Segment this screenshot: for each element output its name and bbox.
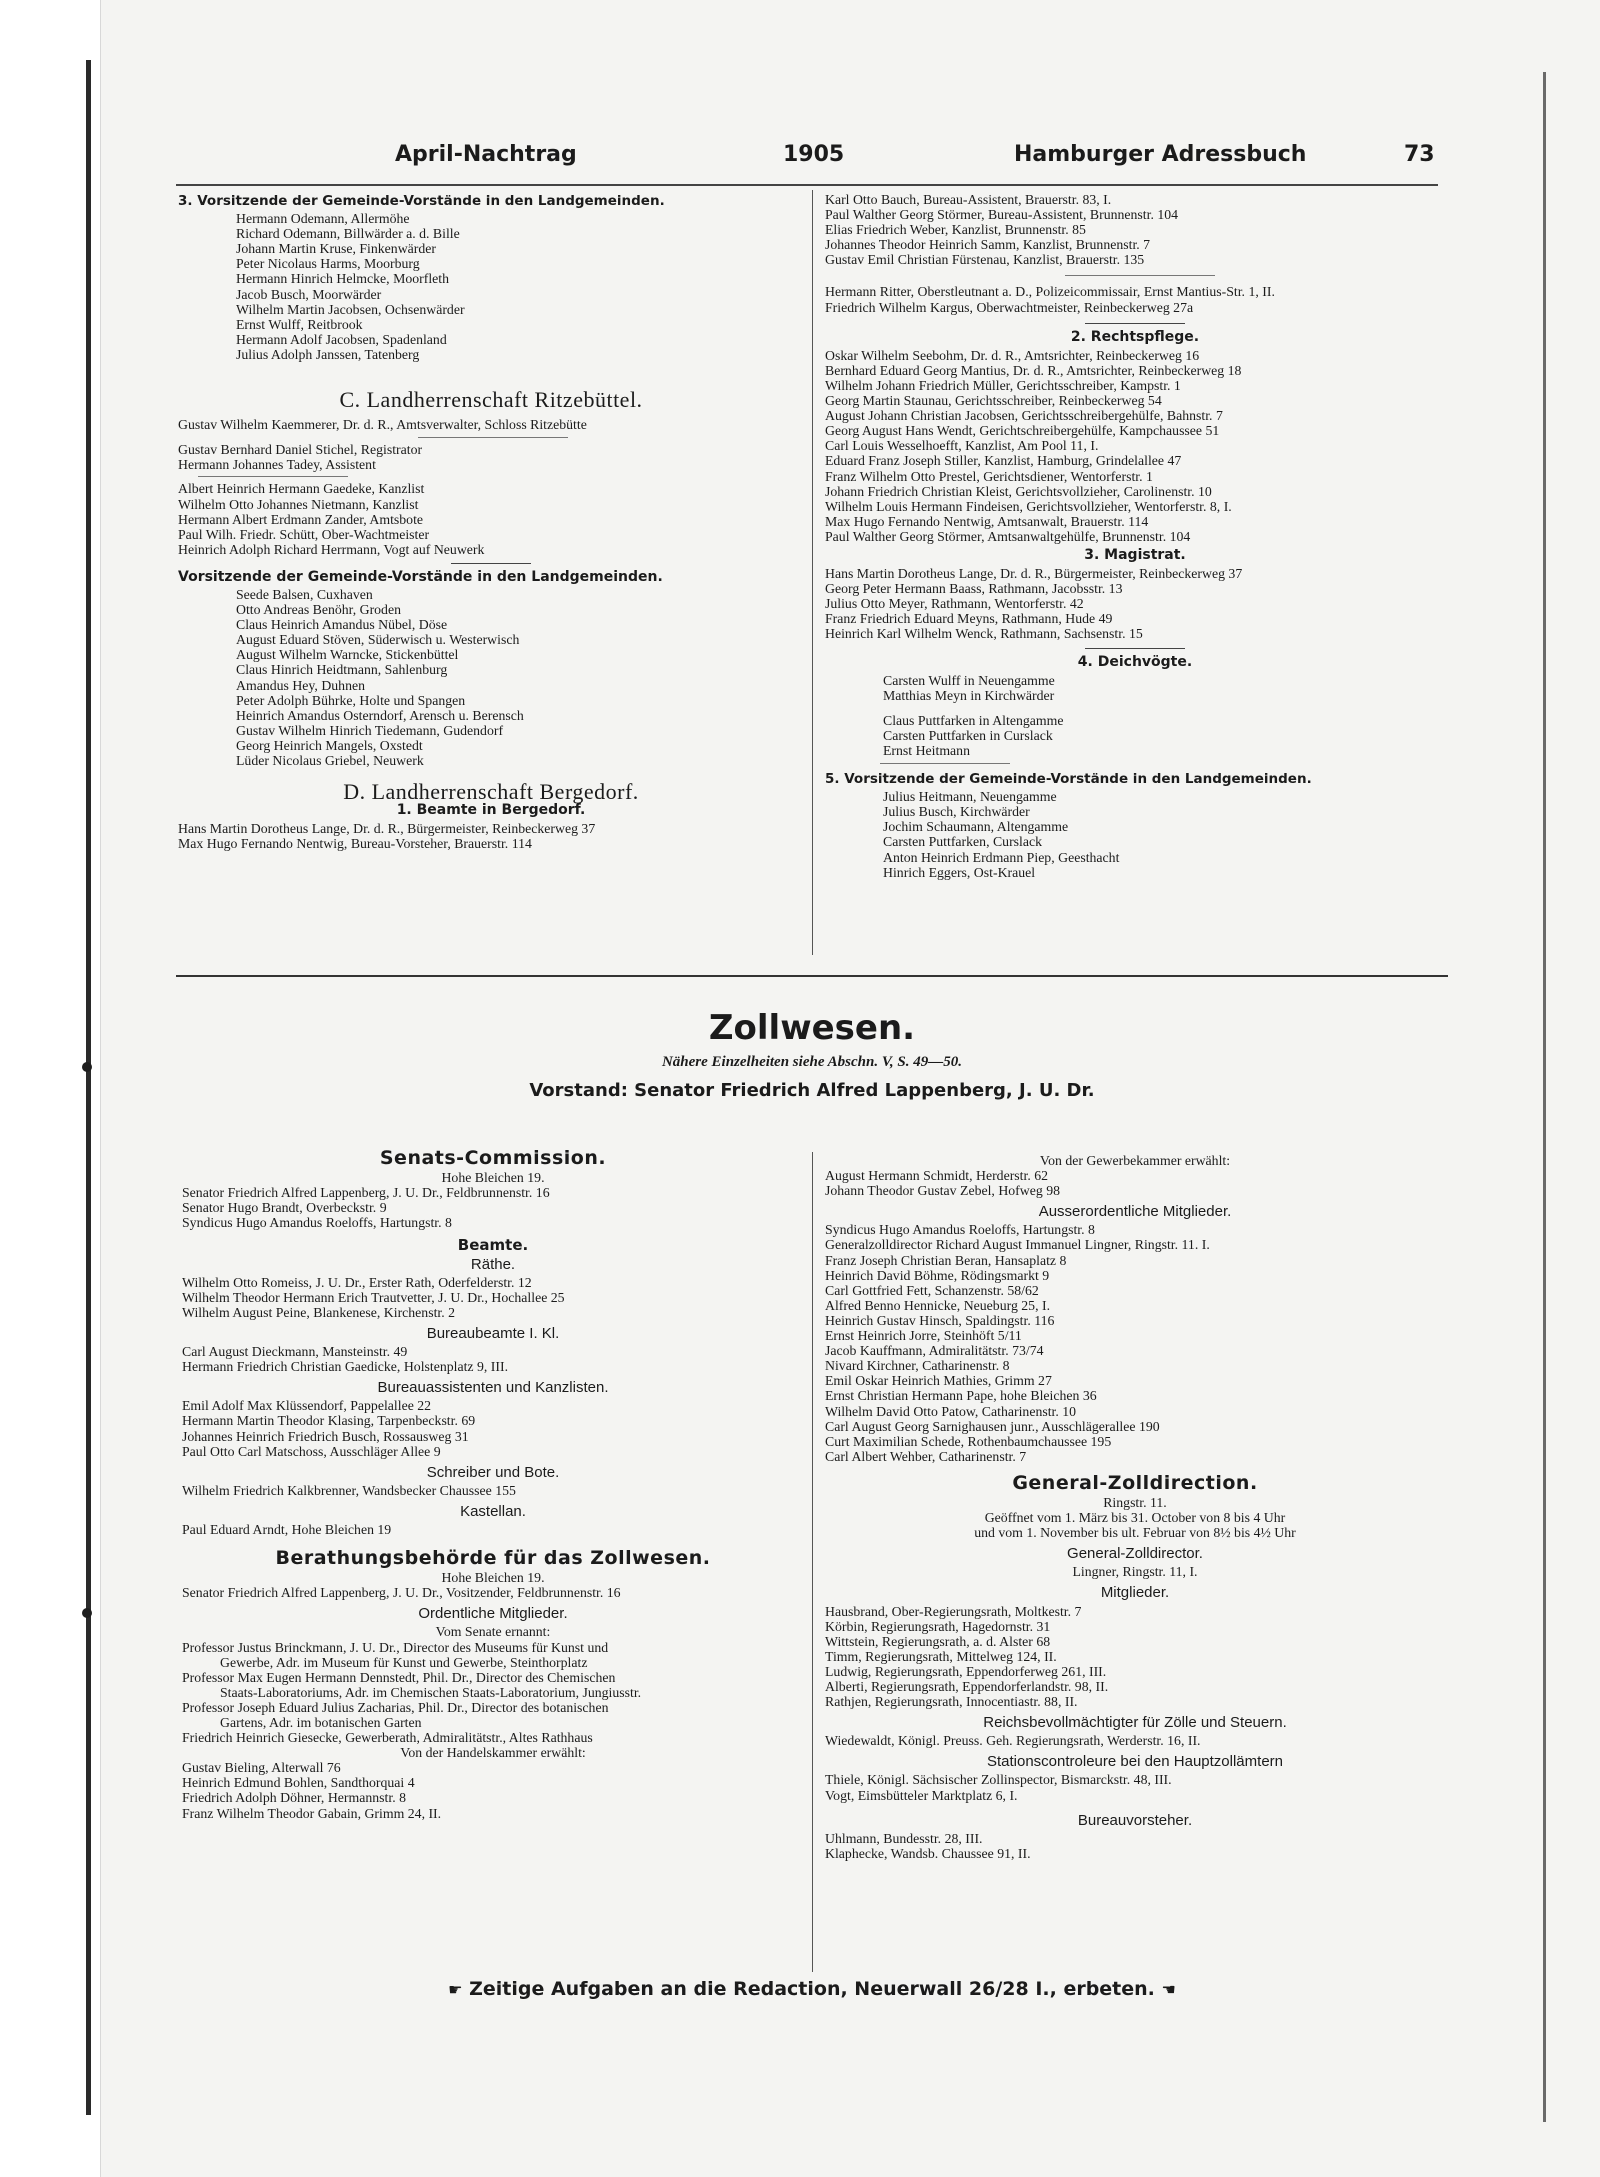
list-item: August Johann Christian Jacobsen, Gerichtsschreibergehülfe, Bahnstr. 7 [825, 408, 1223, 424]
opening-hours: Geöffnet vom 1. März bis 31. October von 8 bis 4 Uhr [984, 1510, 1286, 1526]
subheading-handelskammer: Von der Handelskammer erwählt: [400, 1745, 586, 1761]
list-item: Emil Adolf Max Klüssendorf, Pappelallee 22 [182, 1398, 432, 1414]
list-deichvoegte [825, 673, 1445, 758]
binding-hole [82, 1062, 92, 1072]
heading-stationscontroleure: Stationscontroleure bei den Hauptzollämtern [986, 1753, 1283, 1771]
header-page-number: 73 [1404, 142, 1435, 167]
opening-hours: und vom 1. November bis ult. Februar von 8½ bis 4½ Uhr [974, 1525, 1296, 1541]
heading-general-zolldirection: General-Zolldirection. [1012, 1471, 1258, 1494]
binding-hole [82, 1608, 92, 1618]
list-item: Hans Martin Dorotheus Lange, Dr. d. R., Bürgermeister, Reinbeckerweg 37 [178, 821, 596, 837]
list-item: Claus Puttfarken in Altengamme [883, 712, 1064, 728]
subheading-gewerbekammer: Von der Gewerbekammer erwählt: [1039, 1153, 1231, 1168]
binding-rule [86, 60, 91, 2115]
list-item: Georg Peter Hermann Baass, Rathmann, Jacobsstr. 13 [825, 581, 1123, 597]
list-item: Klaphecke, Wandsb. Chaussee 91, II. [825, 1845, 1031, 1861]
zollwesen-subtitle: Nähere Einzelheiten siehe Abschn. V, S. 49—50. [661, 1054, 963, 1070]
heading-rechtspflege: 2. Rechtspflege. [1070, 328, 1200, 345]
list-item: Hermann Johannes Tadey, Assistent [178, 457, 376, 473]
list-item: Jochim Schaumann, Altengamme [883, 819, 1069, 835]
list-item: Paul Wilh. Friedr. Schütt, Ober-Wachtmeister [178, 526, 430, 542]
heading-deichvoegte: 4. Deichvögte. [1077, 653, 1193, 670]
list-item: Lüder Nicolaus Griebel, Neuwerk [236, 753, 424, 768]
list-item: Heinrich Amandus Osterndorf, Arensch u. Berensch [236, 707, 524, 723]
list-item: Johannes Heinrich Friedrich Busch, Rossausweg 31 [182, 1428, 469, 1444]
list-item-continued: Staats-Laboratoriums, Adr. im Chemischen Staats-Laboratorium, Jungiusstr. [220, 1684, 642, 1700]
heading-bureauassistenten: Bureauassistenten und Kanzlisten. [377, 1379, 609, 1397]
heading-senats-commission: Senats-Commission. [379, 1147, 607, 1169]
list-item: Curt Maximilian Schede, Rothenbaumchaussee 195 [825, 1433, 1112, 1449]
list-item-continued: Gartens, Adr. im botanischen Garten [220, 1715, 422, 1730]
list-item: Johann Friedrich Christian Kleist, Gerichtsvollzieher, Carolinenstr. 10 [825, 483, 1212, 499]
list-item: Hinrich Eggers, Ost-Krauel [883, 864, 1036, 880]
heading-kastellan: Kastellan. [460, 1502, 526, 1520]
divider [1085, 323, 1185, 324]
list-item: Paul Otto Carl Matschoss, Ausschläger Allee 9 [182, 1443, 441, 1459]
list-item: Julius Busch, Kirchwärder [883, 804, 1030, 820]
list-item: Professor Justus Brinckmann, J. U. Dr., Director des Museums für Kunst und [182, 1639, 609, 1655]
list-item: Wilhelm David Otto Patow, Catharinenstr. 10 [825, 1403, 1077, 1419]
top-left-column [178, 192, 804, 851]
list-item: Jacob Busch, Moorwärder [236, 286, 382, 302]
list-item: Franz Friedrich Eduard Meyns, Rathmann, Hude 49 [825, 611, 1113, 627]
heading-magistrat: 3. Magistrat. [1084, 546, 1186, 563]
divider [1085, 648, 1185, 649]
list-item: Georg August Hans Wendt, Gerichtschreibergehülfe, Kampchaussee 51 [825, 423, 1220, 439]
list-item: Jacob Kauffmann, Admiralitätstr. 73/74 [825, 1343, 1044, 1359]
list-item: Wiedewaldt, Königl. Preuss. Geh. Regierungsrath, Werderstr. 16, II. [825, 1733, 1201, 1749]
list-item: Carl Gottfried Fett, Schanzenstr. 58/62 [825, 1282, 1039, 1298]
list-item: Johann Martin Kruse, Finkenwärder [236, 241, 437, 257]
list-item: Julius Otto Meyer, Rathmann, Wentorferstr. 42 [825, 596, 1084, 612]
heading-mitglieder: Mitglieder. [1100, 1584, 1170, 1602]
list-item: Peter Nicolaus Harms, Moorburg [236, 256, 420, 272]
section-divider [176, 975, 1448, 977]
list-item: Thiele, Königl. Sächsischer Zollinspector, Bismarckstr. 48, III. [825, 1772, 1172, 1788]
address-line: Ringstr. 11. [1103, 1494, 1167, 1510]
list-item: Gustav Bernhard Daniel Stichel, Registrator [178, 442, 423, 458]
list-item: Generalzolldirector Richard August Immanuel Lingner, Ringstr. 11. I. [825, 1237, 1210, 1253]
heading-ordentliche-mitglieder: Ordentliche Mitglieder. [418, 1605, 568, 1623]
list-item: Hans Martin Dorotheus Lange, Dr. d. R., Bürgermeister, Reinbeckerweg 37 [825, 566, 1243, 582]
list-item: Paul Eduard Arndt, Hohe Bleichen 19 [182, 1521, 392, 1537]
divider [880, 763, 1010, 764]
list-item: Max Hugo Fernando Nentwig, Amtsanwalt, Brauerstr. 114 [825, 513, 1149, 529]
list-item: Friedrich Wilhelm Kargus, Oberwachtmeister, Reinbeckerweg 27a [825, 299, 1194, 315]
list-item: Vogt, Eimsbütteler Marktplatz 6, I. [825, 1787, 1018, 1803]
list-item: Anton Heinrich Erdmann Piep, Geesthacht [883, 849, 1120, 865]
top-right-column [825, 192, 1445, 880]
list-item: Carl Albert Wehber, Catharinenstr. 7 [825, 1448, 1027, 1464]
list-item: Senator Friedrich Alfred Lappenberg, J. U. Dr., Feldbrunnenstr. 16 [182, 1185, 550, 1201]
list-item: Johann Theodor Gustav Zebel, Hofweg 98 [825, 1183, 1061, 1199]
list-item: Georg Heinrich Mangels, Oxstedt [236, 737, 423, 753]
heading-bureaubeamte: Bureaubeamte I. Kl. [426, 1324, 560, 1342]
header-rule [176, 184, 1438, 186]
amtsverwalter-line: Gustav Wilhelm Kaemmerer, Dr. d. R., Amtsverwalter, Schloss Ritzebütte [178, 417, 587, 433]
list-item: Julius Heitmann, Neuengamme [883, 789, 1057, 805]
header-year: 1905 [783, 142, 845, 167]
list-item: Carl August Dieckmann, Mansteinstr. 49 [182, 1344, 408, 1360]
list-item: Karl Otto Bauch, Bureau-Assistent, Brauerstr. 83, I. [825, 192, 1112, 207]
list-item: Heinrich Edmund Bohlen, Sandthorquai 4 [182, 1775, 415, 1791]
list-item: Syndicus Hugo Amandus Roeloffs, Hartungstr. 8 [182, 1215, 452, 1231]
heading-ritzebuettel: C. Landherrenschaft Ritzebüttel. [339, 387, 643, 413]
list-item: Emil Oskar Heinrich Mathies, Grimm 27 [825, 1373, 1052, 1389]
list-item: Elias Friedrich Weber, Kanzlist, Brunnenstr. 85 [825, 222, 1086, 238]
list-item: Albert Heinrich Hermann Gaedeke, Kanzlist [178, 481, 425, 497]
header-book: Hamburger Adressbuch [1014, 142, 1307, 167]
heading-raethe: Räthe. [470, 1255, 516, 1273]
list-item: Gustav Bieling, Alterwall 76 [182, 1760, 341, 1776]
list-item: Seede Balsen, Cuxhaven [236, 586, 373, 602]
list-item: Professor Max Eugen Hermann Dennstedt, Phil. Dr., Director des Chemischen [182, 1669, 616, 1685]
list-item: Hermann Friedrich Christian Gaedicke, Holstenplatz 9, III. [182, 1359, 509, 1375]
list-item: Matthias Meyn in Kirchwärder [883, 687, 1055, 703]
list-item: Paul Walther Georg Störmer, Bureau-Assistent, Brunnenstr. 104 [825, 207, 1179, 223]
footer-notice [176, 1978, 1448, 2000]
list-gemeinde-vorstaende-3 [178, 211, 804, 362]
list-item: Franz Wilhelm Theodor Gabain, Grimm 24, II. [182, 1805, 442, 1821]
list-item: Heinrich Karl Wilhelm Wenck, Rathmann, Sachsenstr. 15 [825, 626, 1143, 642]
footer-text: Zeitige Aufgaben an die Redaction, Neuerwall 26/28 I., erbeten. [469, 1978, 1155, 2000]
list-item: Senator Hugo Brandt, Overbeckstr. 9 [182, 1200, 387, 1216]
list-item-continued: Gewerbe, Adr. im Museum für Kunst und Gewerbe, Steinthorplatz [220, 1654, 588, 1670]
list-gemeinde-vorstaende [178, 587, 804, 768]
divider [418, 437, 568, 438]
list-item: Wilhelm Otto Romeiss, J. U. Dr., Erster Rath, Oderfelderstr. 12 [182, 1274, 532, 1290]
zollwesen-title: Zollwesen. [708, 1008, 916, 1048]
list-item: Peter Adolph Bührke, Holte und Spangen [236, 692, 466, 708]
list-item: Paul Walther Georg Störmer, Amtsanwaltgehülfe, Brunnenstr. 104 [825, 528, 1191, 544]
list-item: Professor Joseph Eduard Julius Zacharias, Phil. Dr., Director des botanischen [182, 1699, 609, 1715]
list-item: Hermann Martin Theodor Klasing, Tarpenbeckstr. 69 [182, 1413, 476, 1429]
heading-gemeinde-vorstaende-3: 3. Vorsitzende der Gemeinde-Vorstände in den Landgemeinden. [178, 193, 665, 209]
list-item: Hermann Albert Erdmann Zander, Amtsbote [178, 511, 424, 527]
heading-berathungsbehoerde: Berathungsbehörde für das Zollwesen. [275, 1547, 711, 1570]
list-item: Gustav Emil Christian Fürstenau, Kanzlist, Brauerstr. 135 [825, 252, 1145, 268]
list-item: Wilhelm August Peine, Blankenese, Kirchenstr. 2 [182, 1304, 456, 1320]
heading-gemeinde-vorstaende: Vorsitzende der Gemeinde-Vorstände in den Landgemeinden. [178, 568, 663, 585]
pointing-hand-right-icon: ☛ [448, 1980, 463, 1999]
heading-reichsbevollmaechtigter: Reichsbevollmächtigter für Zölle und Steuern. [983, 1714, 1287, 1732]
heading-gemeinde-vorstaende-5: 5. Vorsitzende der Gemeinde-Vorstände in den Landgemeinden. [825, 771, 1312, 788]
address-line: Hohe Bleichen 19. [441, 1570, 545, 1586]
heading-bureauvorsteher: Bureauvorsteher. [1077, 1811, 1193, 1829]
list-item: Alberti, Regierungsrath, Eppendorferlandstr. 98, II. [825, 1679, 1109, 1694]
list-item: Heinrich Gustav Hinsch, Spaldingstr. 116 [825, 1312, 1055, 1328]
list-item: Johannes Theodor Heinrich Samm, Kanzlist, Brunnenstr. 7 [825, 237, 1151, 253]
list-item: Uhlmann, Bundesstr. 28, III. [825, 1830, 983, 1846]
heading-general-zolldirector: General-Zolldirector. [1067, 1545, 1203, 1563]
column-divider [812, 190, 813, 955]
list-gemeinde-vorstaende-5 [825, 789, 1445, 880]
list-item: Syndicus Hugo Amandus Roeloffs, Hartungstr. 8 [825, 1222, 1095, 1238]
page-edge [1543, 72, 1546, 2122]
pointing-hand-left-icon: ☚ [1161, 1980, 1176, 1999]
list-item: Ludwig, Regierungsrath, Eppendorferweg 261, III. [825, 1663, 1107, 1679]
list-item: Körbin, Regierungsrath, Hagedornstr. 31 [825, 1618, 1051, 1634]
list-item: Oskar Wilhelm Seebohm, Dr. d. R., Amtsrichter, Reinbeckerweg 16 [825, 347, 1200, 363]
list-item: Eduard Franz Joseph Stiller, Kanzlist, Hamburg, Grindelallee 47 [825, 453, 1182, 469]
list-item: Wilhelm Martin Jacobsen, Ochsenwärder [236, 301, 465, 317]
list-item: Friedrich Adolph Döhner, Hermannstr. 8 [182, 1790, 406, 1806]
list-item: Georg Martin Staunau, Gerichtsschreiber, Reinbeckerweg 54 [825, 393, 1162, 409]
list-item: Friedrich Heinrich Giesecke, Gewerberath, Admiralitätstr., Altes Rathhaus [182, 1730, 593, 1746]
bottom-left-column [182, 1145, 804, 1821]
list-item: Hermann Odemann, Allermöhe [236, 211, 410, 227]
page-header [180, 142, 1440, 172]
heading-beamte-bergedorf: 1. Beamte in Bergedorf. [396, 802, 586, 819]
subheading-vom-senate: Vom Senate ernannt: [435, 1624, 551, 1640]
divider [198, 476, 348, 477]
list-item: Hermann Ritter, Oberstleutnant a. D., Polizeicommissair, Ernst Mantius-Str. 1, II. [825, 284, 1275, 300]
list-item: Max Hugo Fernando Nentwig, Bureau-Vorsteher, Brauerstr. 114 [178, 836, 532, 852]
list-item: Julius Adolph Janssen, Tatenberg [236, 346, 420, 362]
header-section: April-Nachtrag [395, 142, 577, 167]
list-item: Wilhelm Otto Johannes Nietmann, Kanzlist [178, 496, 419, 512]
list-item: Bernhard Eduard Georg Mantius, Dr. d. R., Amtsrichter, Reinbeckerweg 18 [825, 362, 1242, 378]
divider [451, 563, 531, 564]
list-item: Ernst Wulff, Reitbrook [236, 316, 363, 332]
list-item: Claus Hinrich Heidtmann, Sahlenburg [236, 662, 448, 678]
heading-ausserordentliche-mitglieder: Ausserordentliche Mitglieder. [1038, 1203, 1232, 1221]
list-item: Wilhelm Louis Hermann Findeisen, Gerichtsvollzieher, Wentorferstr. 8, I. [825, 498, 1232, 514]
heading-bergedorf: D. Landherrenschaft Bergedorf. [343, 779, 639, 805]
list-item: Amandus Hey, Duhnen [236, 677, 366, 693]
divider [1065, 275, 1215, 276]
list-item: Otto Andreas Benöhr, Groden [236, 602, 401, 618]
zollwesen-vorstand: Vorstand: Senator Friedrich Alfred Lappenberg, J. U. Dr. [529, 1080, 1095, 1101]
list-item: Nivard Kirchner, Catharinenstr. 8 [825, 1358, 1010, 1374]
chair-line: Senator Friedrich Alfred Lappenberg, J. U. Dr., Vositzender, Feldbrunnenstr. 16 [182, 1585, 621, 1601]
list-item: August Eduard Stöven, Süderwisch u. Westerwisch [236, 632, 520, 648]
list-item: Carl August Georg Sarnighausen junr., Ausschlägerallee 190 [825, 1418, 1160, 1434]
list-item: Rathjen, Regierungsrath, Innocentiastr. 88, II. [825, 1694, 1078, 1710]
list-item: Carl Louis Wesselhoefft, Kanzlist, Am Pool 11, I. [825, 438, 1099, 454]
list-item: Ernst Heinrich Jorre, Steinhöft 5/11 [825, 1328, 1022, 1344]
list-item: Heinrich David Böhme, Rödingsmarkt 9 [825, 1267, 1050, 1283]
list-item: Wilhelm Johann Friedrich Müller, Gerichtsschreiber, Kampstr. 1 [825, 377, 1181, 393]
list-item: Lingner, Ringstr. 11, I. [1072, 1564, 1198, 1580]
column-divider [812, 1152, 813, 1972]
list-item: Claus Heinrich Amandus Nübel, Döse [236, 617, 448, 633]
list-item: Timm, Regierungsrath, Mittelweg 124, II. [825, 1648, 1057, 1664]
heading-beamte: Beamte. [457, 1236, 529, 1255]
list-item: Hermann Adolf Jacobsen, Spadenland [236, 331, 447, 347]
list-item: Gustav Wilhelm Hinrich Tiedemann, Gudendorf [236, 722, 504, 738]
list-item: Wilhelm Friedrich Kalkbrenner, Wandsbecker Chaussee 155 [182, 1482, 516, 1498]
list-item: Hermann Hinrich Helmcke, Moorfleth [236, 271, 450, 287]
address-line: Hohe Bleichen 19. [441, 1170, 545, 1186]
heading-schreiber: Schreiber und Bote. [426, 1463, 560, 1481]
list-item: Ernst Heitmann [883, 743, 970, 758]
bottom-right-column [825, 1153, 1445, 1861]
list-item: August Wilhelm Warncke, Stickenbüttel [236, 647, 459, 663]
list-item: August Hermann Schmidt, Herderstr. 62 [825, 1168, 1049, 1184]
list-item: Franz Wilhelm Otto Prestel, Gerichtsdiener, Wentorferstr. 1 [825, 468, 1153, 484]
list-item: Wittstein, Regierungsrath, a. d. Alster 68 [825, 1633, 1051, 1649]
list-item: Franz Joseph Christian Beran, Hansaplatz 8 [825, 1252, 1067, 1268]
list-item: Richard Odemann, Billwärder a. d. Bille [236, 226, 460, 242]
list-item: Heinrich Adolph Richard Herrmann, Vogt auf Neuwerk [178, 541, 485, 557]
list-item: Carsten Puttfarken, Curslack [883, 834, 1043, 850]
list-item: Carsten Puttfarken in Curslack [883, 727, 1053, 743]
list-item: Wilhelm Theodor Hermann Erich Trautvetter, J. U. Dr., Hochallee 25 [182, 1289, 565, 1305]
list-item: Hausbrand, Ober-Regierungsrath, Moltkestr. 7 [825, 1603, 1082, 1619]
list-item: Ernst Christian Hermann Pape, hohe Bleichen 36 [825, 1388, 1097, 1404]
list-item: Alfred Benno Hennicke, Neueburg 25, I. [825, 1297, 1051, 1313]
list-item: Carsten Wulff in Neuengamme [883, 672, 1055, 688]
